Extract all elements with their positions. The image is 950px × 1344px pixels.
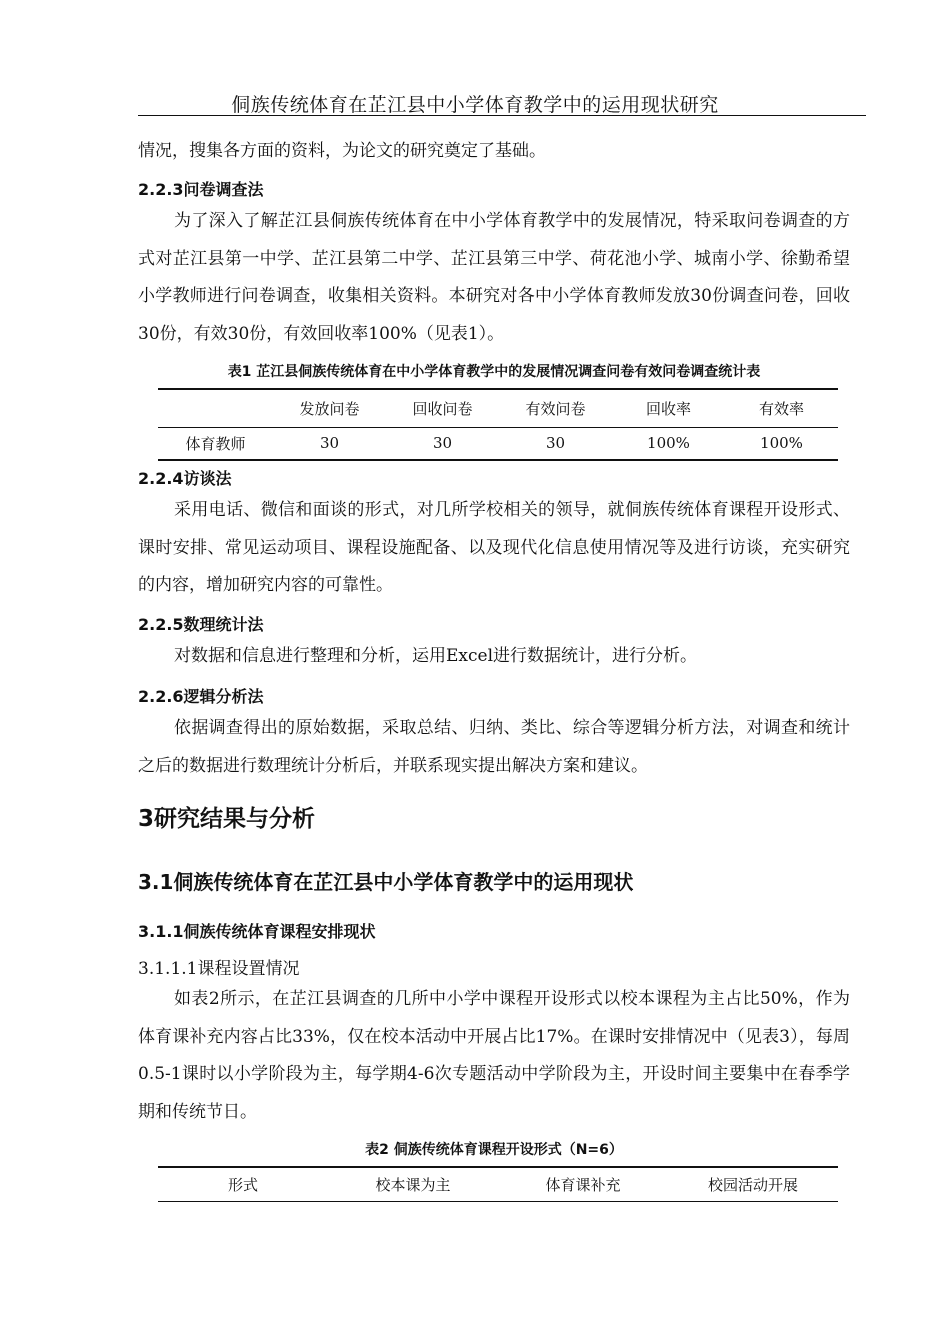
paragraph-2-2-3: 为了深入了解芷江县侗族传统体育在中小学体育教学中的发展情况，特采取问卷调查的方式对芷江县第一中学、芷江县第二中学、芷江县第三中学、荷花池小学、城南小学、徐勤希望小学教师进行问卷调查，收集相关资料。本研究对各中小学体育教师发放30份调查问卷，回收30份，有效30份，有效回收率100%（见表1）。 — [138, 211, 850, 344]
table2 — [158, 1166, 838, 1202]
heading-3-1: 3.1侗族传统体育在芷江县中小学体育教学中的运用现状 — [138, 870, 634, 894]
paragraph-3-1-1-1: 如表2所示，在芷江县调查的几所中小学中课程开设形式以校本课程为主占比50%，作为体育课补充内容占比33%，仅在校本活动中开展占比17%。在课时安排情况中（见表3），每周0.5-1课时以小学阶段为主，每学期4-6次专题活动中学阶段为主，开设时间主要集中在春季学期和传统节日。 — [138, 989, 850, 1122]
table1-header-cell: 发放问卷 — [273, 389, 386, 427]
table1-cell: 100% — [760, 434, 803, 453]
table1-cell: 100% — [647, 434, 690, 453]
table2-header-row — [158, 1167, 838, 1201]
table1-cell: 30 — [432, 434, 453, 453]
table2-header-cell: 体育课补充 — [545, 1175, 621, 1194]
heading-2-2-6: 2.2.6逻辑分析法 — [138, 687, 264, 706]
paragraph-2-2-4: 采用电话、微信和面谈的形式，对几所学校相关的领导，就侗族传统体育课程开设形式、课时安排、常见运动项目、课程设施配备、以及现代化信息使用情况等及进行访谈，充实研究的内容，增加研究内容的可靠性。 — [138, 500, 850, 595]
heading-3-1-1-1: 3.1.1.1课程设置情况 — [138, 959, 300, 979]
heading-2-2-3: 2.2.3问卷调查法 — [138, 180, 264, 199]
paragraph-2-2-5: 对数据和信息进行整理和分析，运用Excel进行数据统计，进行分析。 — [174, 646, 698, 666]
table2-header-cell: 形式 — [227, 1175, 258, 1194]
table2-header-cell: 校本课为主 — [375, 1175, 451, 1194]
table1-cell: 30 — [319, 434, 340, 453]
table1-header-cell: 回收问卷 — [386, 389, 499, 427]
table1-cell: 体育教师 — [185, 434, 246, 453]
running-header: 侗族传统体育在芷江县中小学体育教学中的运用现状研究 — [231, 94, 719, 116]
intro-paragraph: 情况，搜集各方面的资料，为论文的研究奠定了基础。 — [138, 141, 546, 161]
table1-header-cell: 有效率 — [725, 389, 838, 427]
table-row — [158, 427, 838, 460]
table2-caption: 表2 侗族传统体育课程开设形式（N=6） — [365, 1142, 623, 1158]
table1-cell: 30 — [545, 434, 566, 453]
table1-header-cell: 回收率 — [612, 389, 725, 427]
heading-2-2-5: 2.2.5数理统计法 — [138, 615, 264, 634]
table1 — [158, 388, 838, 461]
table1-header-row — [158, 389, 838, 427]
table1-caption: 表1 芷江县侗族传统体育在中小学体育教学中的发展情况调查问卷有效问卷调查统计表 — [227, 364, 761, 380]
table1-header-cell: 有效问卷 — [499, 389, 612, 427]
paragraph-2-2-6: 依据调查得出的原始数据，采取总结、归纳、类比、综合等逻辑分析方法，对调查和统计之后的数据进行数理统计分析后，并联系现实提出解决方案和建议。 — [138, 718, 850, 776]
heading-3: 3研究结果与分析 — [138, 806, 316, 832]
heading-2-2-4: 2.2.4访谈法 — [138, 469, 232, 488]
heading-3-1-1: 3.1.1侗族传统体育课程安排现状 — [138, 922, 376, 941]
table2-header-cell: 校园活动开展 — [707, 1175, 798, 1194]
header-rule — [138, 115, 866, 116]
table1-header-cell — [158, 389, 273, 427]
